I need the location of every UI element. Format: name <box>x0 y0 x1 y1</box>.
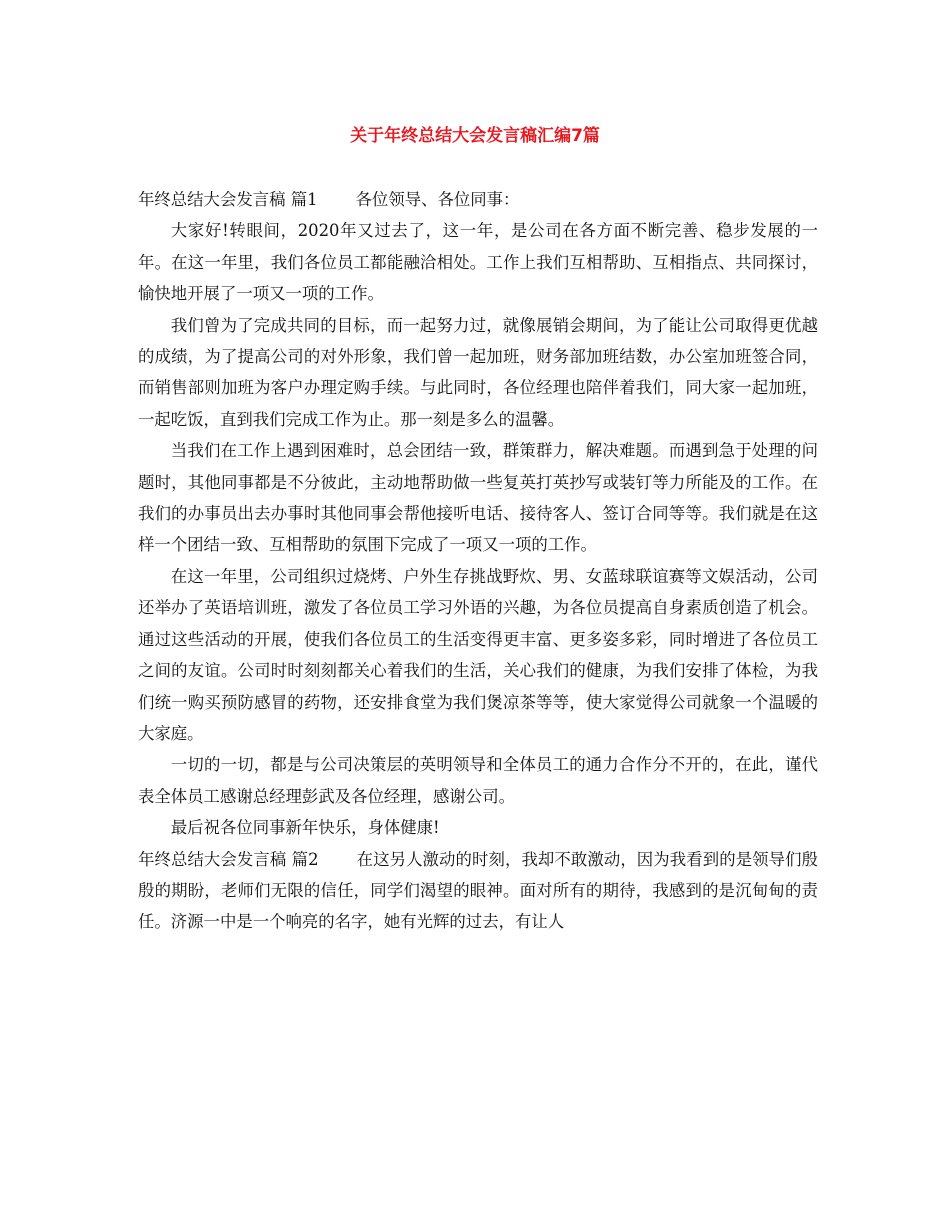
section-2-heading: 年终总结大会发言稿 篇2 <box>138 849 319 869</box>
paragraph: 最后祝各位同事新年快乐，身体健康! <box>170 818 440 838</box>
paragraph: 在这一年里，公司组织过烧烤、户外生存挑战野炊、男、女蓝球联谊赛等文娱活动，公司还举办了英语培训班，激发了各位员工学习外语的兴趣，为各位员提高自身素质创造了机会。通过这些活动的开展，使我们各位员工的生活变得更丰富、更多姿多彩，同时增进了各位员工之间的友谊。公司时时刻刻都关心着我们的生活，关心我们的健康，为我们安排了体检，为我们统一购买预防感冒的药物，还安排食堂为我们煲凉茶等等，使大家觉得公司就象一个温暖的大家庭。 <box>138 566 818 743</box>
document-body <box>138 184 818 938</box>
section-1-heading-line <box>138 184 818 215</box>
section-1-greeting: 各位领导、各位同事： <box>355 190 520 209</box>
section-1-heading: 年终总结大会发言稿 篇1 <box>138 190 318 209</box>
paragraph: 大家好!转眼间，2020年又过去了，这一年，是公司在各方面不断完善、稳步发展的一年。在这一年里，我们各位员工都能融洽相处。工作上我们互相帮助、互相指点、共同探讨，愉快地开展了一项又一项的工作。 <box>138 221 818 304</box>
section-2-text: 在这另人激动的时刻，我却不敢激动，因为我看到的是领导们殷殷的期盼，老师们无限的信任，同学们渴望的眼神。面对所有的期待，我感到的是沉甸甸的责任。济源一中是一个响亮的名字，她有光辉的过去，有让人 <box>138 849 819 932</box>
section-2-heading-line <box>138 844 818 938</box>
paragraph: 一切的一切，都是与公司决策层的英明领导和全体员工的通力合作分不开的，在此，谨代表全体员工感谢总经理彭武及各位经理，感谢公司。 <box>138 755 818 806</box>
paragraph: 当我们在工作上遇到困难时，总会团结一致，群策群力，解决难题。而遇到急于处理的问题时，其他同事都是不分彼此，主动地帮助做一些复英打英抄写或装钉等力所能及的工作。在我们的办事员出去办事时其他同事会帮他接听电话、接待客人、签订合同等等。我们就是在这样一个团结一致、互相帮助的氛围下完成了一项又一项的工作。 <box>138 441 818 555</box>
paragraph: 我们曾为了完成共同的目标，而一起努力过，就像展销会期间，为了能让公司取得更优越的成绩，为了提高公司的对外形象，我们曾一起加班，财务部加班结数，办公室加班签合同，而销售部则加班为客户办理定购手续。与此同时，各位经理也陪伴着我们，同大家一起加班，一起吃饭，直到我们完成工作为止。那一刻是多么的温馨。 <box>138 315 818 429</box>
document-title: 关于年终总结大会发言稿汇编7篇 <box>350 126 600 146</box>
